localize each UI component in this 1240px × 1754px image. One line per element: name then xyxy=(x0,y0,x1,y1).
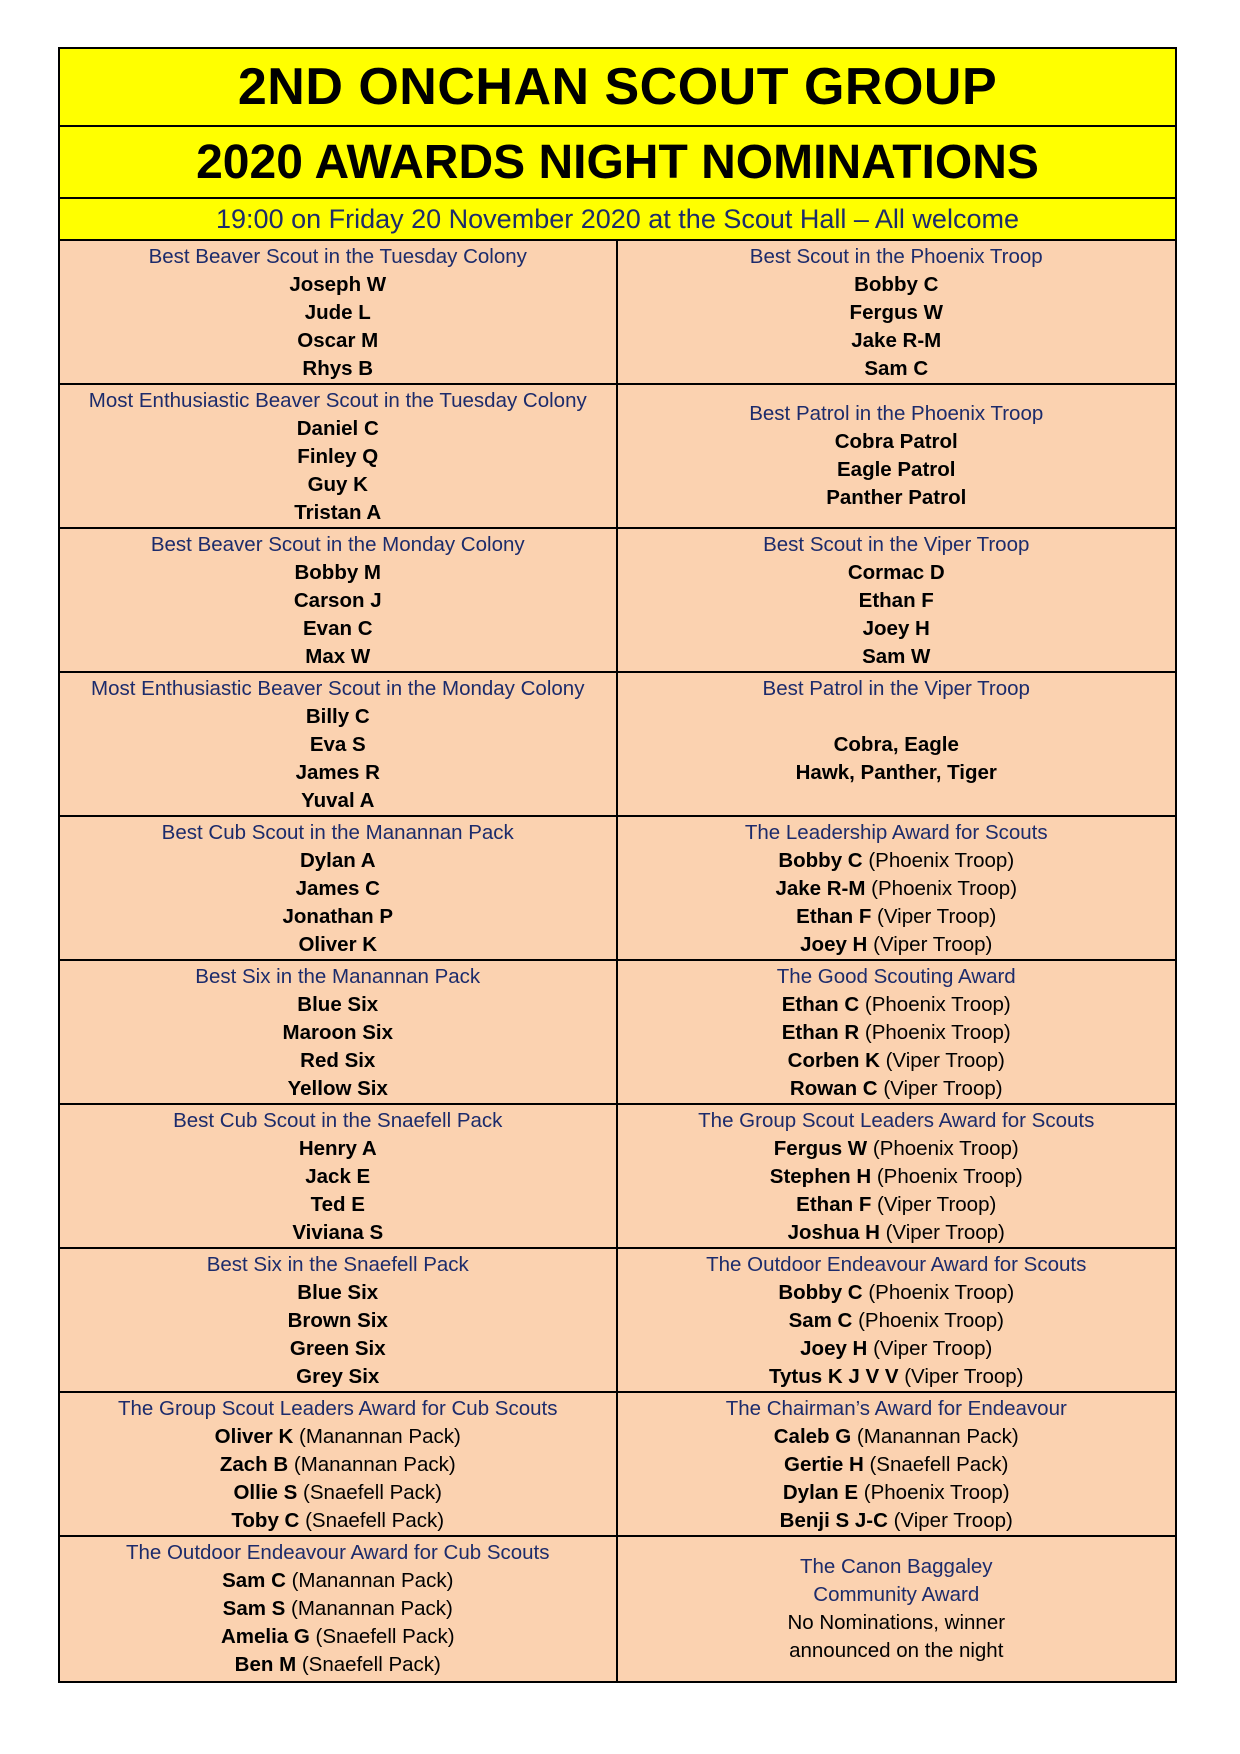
nominee xyxy=(283,1019,394,1047)
nominee-name: Evan C xyxy=(303,617,373,640)
nominee xyxy=(303,615,373,643)
nominee xyxy=(774,1423,1019,1451)
nominee-name: Stephen H xyxy=(769,1165,872,1188)
nominee xyxy=(297,1279,378,1307)
award-title: The Group Scout Leaders Award for Cub Scouts xyxy=(118,1397,558,1420)
nominee xyxy=(778,847,1014,875)
nominee-section: (Manannan Pack) xyxy=(293,1453,456,1476)
nominee-section: (Snaefell Pack) xyxy=(315,1625,455,1648)
nominee xyxy=(289,271,386,299)
nominee-name: Joey H xyxy=(800,933,868,956)
award-cell xyxy=(618,1249,1176,1393)
nominee-name: Ted E xyxy=(310,1193,365,1216)
nominee-section: (Viper Troop) xyxy=(885,1221,1005,1244)
nominee-name: Brown Six xyxy=(287,1309,388,1332)
nominee-section: (Manannan Pack) xyxy=(299,1425,461,1448)
nominee xyxy=(222,1567,453,1595)
nominee xyxy=(308,471,368,499)
nominee-section: (Phoenix Troop) xyxy=(864,1021,1011,1044)
nominee xyxy=(220,1451,456,1479)
nominee-name: Zach B xyxy=(219,1453,289,1476)
award-title: The Chairman’s Award for Endeavour xyxy=(725,1397,1067,1420)
nominee-name: Sam C xyxy=(864,357,929,380)
nominee-name: Toby C xyxy=(231,1509,300,1532)
nominee xyxy=(296,759,380,787)
nominee xyxy=(834,731,959,759)
nominee xyxy=(233,1479,442,1507)
nominee-name: Viviana S xyxy=(292,1221,384,1244)
nominee-name: Rhys B xyxy=(302,357,374,380)
nominee-name: Bobby C xyxy=(854,273,939,296)
nominee-name: Jack E xyxy=(305,1165,371,1188)
nominee-section: (Viper Troop) xyxy=(873,1337,993,1360)
award-title: The Leadership Award for Scouts xyxy=(744,821,1048,844)
award-note: No Nominations, winner xyxy=(787,1611,1006,1634)
nominee-name: Billy C xyxy=(305,705,370,728)
nominee xyxy=(305,643,370,671)
award-cell xyxy=(60,529,618,673)
nominee-name: Fergus W xyxy=(773,1137,868,1160)
nominee xyxy=(835,428,958,456)
award-title: The Canon Baggaley xyxy=(799,1555,993,1578)
nominee-name: Green Six xyxy=(289,1337,386,1360)
nominee-name: Sam S xyxy=(222,1597,286,1620)
nominee xyxy=(796,759,997,787)
nominee-name: Blue Six xyxy=(297,993,379,1016)
nominee xyxy=(782,1019,1011,1047)
nominee-section: (Viper Troop) xyxy=(893,1509,1013,1532)
nominee-name: Red Six xyxy=(300,1049,376,1072)
nominee xyxy=(283,903,394,931)
nominee-name: Ben M xyxy=(234,1653,297,1676)
award-cell xyxy=(60,961,618,1105)
nominee xyxy=(864,355,928,383)
nominee-name: Ollie S xyxy=(233,1481,298,1504)
nominee-name: Cobra Patrol xyxy=(834,430,958,453)
nominee-section: (Manannan Pack) xyxy=(856,1425,1019,1448)
nominee-name: Yellow Six xyxy=(287,1077,388,1100)
nominee-name: Oliver K xyxy=(214,1425,294,1448)
nominee xyxy=(837,456,956,484)
nominee-section: (Phoenix Troop) xyxy=(872,1137,1019,1160)
nominee-name: Gertie H xyxy=(784,1453,864,1476)
nominee xyxy=(854,271,938,299)
nominee xyxy=(775,875,1017,903)
nominee-name: Ethan F xyxy=(858,589,934,612)
nominee xyxy=(215,1423,461,1451)
nominee xyxy=(298,931,377,959)
nominee-section: (Phoenix Troop) xyxy=(868,849,1015,872)
nominee-section: (Phoenix Troop) xyxy=(871,877,1018,900)
nominee-name: Tristan A xyxy=(294,501,382,524)
award-title: Best Scout in the Phoenix Troop xyxy=(749,245,1043,268)
award-title: The Group Scout Leaders Award for Scouts xyxy=(698,1109,1095,1132)
nominee xyxy=(859,587,934,615)
award-cell xyxy=(60,385,618,529)
nominee-name: Jake R-M xyxy=(851,329,942,352)
nominee xyxy=(300,847,376,875)
nominee-name: Guy K xyxy=(307,473,368,496)
nominee xyxy=(796,903,996,931)
nominee-name: Max W xyxy=(305,645,371,668)
page-title: 2020 AWARDS NIGHT NOMINATIONS xyxy=(60,127,1175,199)
nominee-name: Ethan R xyxy=(781,1021,860,1044)
award-cell xyxy=(60,1393,618,1537)
nominee-name: Tytus K J V V xyxy=(769,1365,899,1388)
nominee xyxy=(862,643,930,671)
award-title: Best Cub Scout in the Snaefell Pack xyxy=(173,1109,503,1132)
nominee-name: Carson J xyxy=(293,589,382,612)
nominee-name: James C xyxy=(295,877,380,900)
award-title: Best Beaver Scout in the Monday Colony xyxy=(150,533,525,556)
nominee xyxy=(297,415,379,443)
nominee xyxy=(784,1451,1008,1479)
nominee-name: Hawk, Panther, Tiger xyxy=(795,761,997,784)
nominee-name: Benji S J-C xyxy=(779,1509,888,1532)
nominee xyxy=(297,443,378,471)
nominee-name: Sam C xyxy=(788,1309,853,1332)
nominee xyxy=(800,931,992,959)
nominee-name: Cormac D xyxy=(847,561,945,584)
nominee-name: Joey H xyxy=(862,617,930,640)
nominee-name: Maroon Six xyxy=(282,1021,393,1044)
nominee-name: Oscar M xyxy=(297,329,379,352)
nominee xyxy=(796,1191,996,1219)
nominee xyxy=(299,1135,377,1163)
nominee xyxy=(301,787,374,815)
nominee-name: Eagle Patrol xyxy=(837,458,956,481)
nominee xyxy=(783,1479,1010,1507)
nominee xyxy=(235,1651,441,1679)
nominee-name: Jake R-M xyxy=(775,877,866,900)
nominee-name: Henry A xyxy=(298,1137,377,1160)
award-cell xyxy=(618,241,1176,385)
nominee-name: Oliver K xyxy=(298,933,378,956)
nominee xyxy=(780,1507,1013,1535)
award-title: Best Beaver Scout in the Tuesday Colony xyxy=(148,245,527,268)
nominee xyxy=(305,299,371,327)
nominee-name: Fergus W xyxy=(849,301,943,324)
nominee-name: Daniel C xyxy=(296,417,379,440)
award-cell xyxy=(618,1393,1176,1537)
nominee-section: (Snaefell Pack) xyxy=(303,1481,443,1504)
nominee-name: Cobra, Eagle xyxy=(833,733,959,756)
award-title: Best Cub Scout in the Manannan Pack xyxy=(161,821,514,844)
nominee xyxy=(782,991,1011,1019)
nominee-name: Joey H xyxy=(800,1337,868,1360)
award-title: Best Patrol in the Viper Troop xyxy=(762,677,1030,700)
nominee-name: Caleb G xyxy=(773,1425,852,1448)
nominee xyxy=(800,1335,992,1363)
group-title: 2ND ONCHAN SCOUT GROUP xyxy=(60,49,1175,127)
nominee xyxy=(774,1135,1019,1163)
award-title: The Good Scouting Award xyxy=(776,965,1016,988)
award-title: Best Patrol in the Phoenix Troop xyxy=(749,402,1044,425)
nominee xyxy=(850,299,943,327)
nominee xyxy=(294,559,381,587)
award-note: announced on the night xyxy=(789,1639,1004,1662)
award-cell xyxy=(618,817,1176,961)
nominee xyxy=(288,1307,388,1335)
nominee-section: (Viper Troop) xyxy=(885,1049,1005,1072)
award-cell xyxy=(60,1105,618,1249)
award-cell xyxy=(618,529,1176,673)
award-cell xyxy=(618,385,1176,529)
award-cell xyxy=(60,1249,618,1393)
nominee xyxy=(826,484,966,512)
nominee-section: (Phoenix Troop) xyxy=(864,993,1011,1016)
nominee xyxy=(300,1047,375,1075)
award-cell xyxy=(618,673,1176,817)
nominee xyxy=(778,1279,1014,1307)
nominee-name: Jonathan P xyxy=(282,905,393,928)
nominee-name: Rowan C xyxy=(789,1077,878,1100)
nominee-section: (Phoenix Troop) xyxy=(868,1281,1015,1304)
event-details: 19:00 on Friday 20 November 2020 at the Scout Hall – All welcome xyxy=(60,199,1175,241)
nominee-name: Joshua H xyxy=(787,1221,880,1244)
nominee-name: Sam C xyxy=(222,1569,286,1592)
nominee-name: Joseph W xyxy=(289,273,387,296)
nominee-section: (Manannan Pack) xyxy=(291,1569,454,1592)
award-cell xyxy=(618,961,1176,1105)
award-title: Community Award xyxy=(813,1583,980,1606)
nominee-name: Grey Six xyxy=(296,1365,380,1388)
nominee-section: (Phoenix Troop) xyxy=(863,1481,1010,1504)
nominee-name: Eva S xyxy=(309,733,366,756)
nominee xyxy=(290,1335,386,1363)
nominee-section: (Manannan Pack) xyxy=(291,1597,453,1620)
award-title: Best Six in the Manannan Pack xyxy=(195,965,481,988)
nominee-section: (Viper Troop) xyxy=(904,1365,1024,1388)
nominee xyxy=(231,1507,444,1535)
award-cell xyxy=(60,673,618,817)
nominee-name: Yuval A xyxy=(301,789,375,812)
nominee xyxy=(306,703,370,731)
nominee-section: (Viper Troop) xyxy=(873,933,993,956)
nominee xyxy=(851,327,941,355)
nominee-name: James R xyxy=(295,761,380,784)
award-cell xyxy=(60,241,618,385)
nominee-name: Bobby M xyxy=(294,561,382,584)
nominee-name: Ethan C xyxy=(781,993,860,1016)
nominee xyxy=(790,1075,1003,1103)
award-title: Best Six in the Snaefell Pack xyxy=(206,1253,469,1276)
award-cell xyxy=(618,1537,1176,1681)
award-cell xyxy=(618,1105,1176,1249)
awards-grid xyxy=(60,241,1175,1681)
nominee xyxy=(288,1075,388,1103)
nominee xyxy=(294,587,382,615)
nominee xyxy=(292,1219,383,1247)
award-title: Most Enthusiastic Beaver Scout in the Tuesday Colony xyxy=(88,389,587,412)
nominee xyxy=(302,355,373,383)
nominee xyxy=(769,1363,1023,1391)
nominee-name: Amelia G xyxy=(220,1625,310,1648)
nominee xyxy=(863,615,930,643)
award-title: Best Scout in the Viper Troop xyxy=(763,533,1030,556)
nominee xyxy=(788,1047,1005,1075)
award-title: The Outdoor Endeavour Award for Cub Scouts xyxy=(125,1541,550,1564)
nominee-name: Ethan F xyxy=(796,1193,872,1216)
nominee xyxy=(296,1363,379,1391)
nominee-name: Blue Six xyxy=(297,1281,379,1304)
nominee xyxy=(294,499,381,527)
nominee-section: (Viper Troop) xyxy=(877,1193,997,1216)
nominee-section: (Viper Troop) xyxy=(883,1077,1003,1100)
nominee-section: (Snaefell Pack) xyxy=(301,1653,441,1676)
award-cell xyxy=(60,1537,618,1681)
nominee-section: (Viper Troop) xyxy=(877,905,997,928)
nominee-name: Panther Patrol xyxy=(826,486,967,509)
nominee xyxy=(221,1623,455,1651)
nominee xyxy=(297,327,378,355)
nominee xyxy=(789,1307,1004,1335)
award-title: Most Enthusiastic Beaver Scout in the Monday Colony xyxy=(91,677,585,700)
nominee-name: Dylan E xyxy=(782,1481,859,1504)
nominee-name: Bobby C xyxy=(778,1281,863,1304)
nominee-name: Bobby C xyxy=(778,849,863,872)
nominee xyxy=(770,1163,1023,1191)
nominee-name: Ethan F xyxy=(796,905,872,928)
nominee xyxy=(297,991,378,1019)
nominee-section: (Snaefell Pack) xyxy=(305,1509,445,1532)
nominee xyxy=(305,1163,370,1191)
nominee xyxy=(848,559,945,587)
award-title: The Outdoor Endeavour Award for Scouts xyxy=(706,1253,1087,1276)
nominee-section: (Phoenix Troop) xyxy=(858,1309,1004,1332)
nominations-sheet xyxy=(58,47,1177,1683)
nominee-name: Finley Q xyxy=(297,445,379,468)
nominee-section: (Phoenix Troop) xyxy=(876,1165,1023,1188)
nominee xyxy=(788,1219,1005,1247)
nominee xyxy=(311,1191,365,1219)
nominee xyxy=(310,731,366,759)
nominee-name: Jude L xyxy=(304,301,371,324)
nominee-name: Dylan A xyxy=(299,849,376,872)
award-cell xyxy=(60,817,618,961)
nominee-name: Corben K xyxy=(787,1049,880,1072)
nominee-name: Sam W xyxy=(862,645,931,668)
nominee-section: (Snaefell Pack) xyxy=(869,1453,1009,1476)
nominee xyxy=(296,875,380,903)
nominee xyxy=(223,1595,453,1623)
